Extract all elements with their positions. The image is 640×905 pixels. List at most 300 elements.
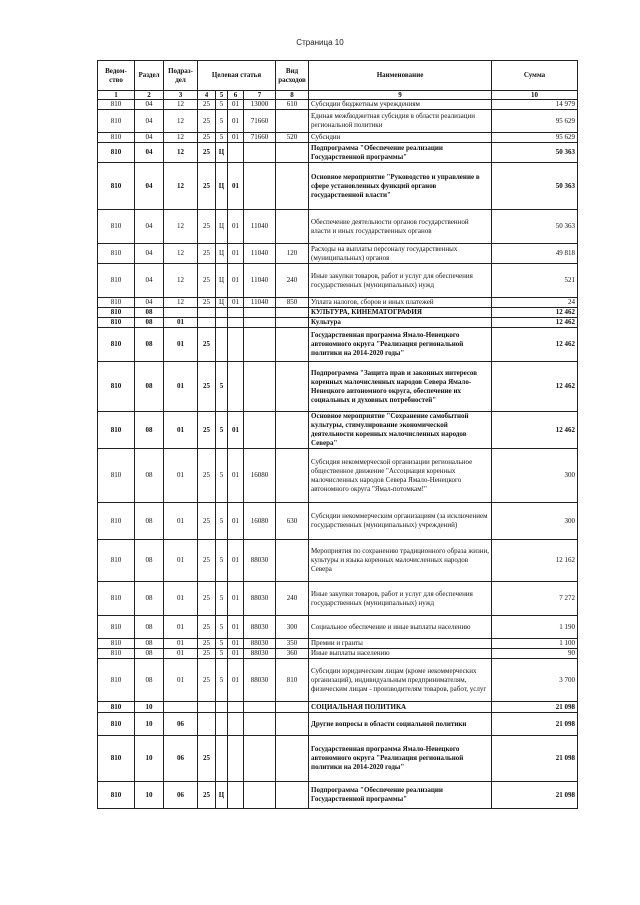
table-row	[98, 163, 578, 210]
cell-summa: 90	[492, 649, 578, 659]
cell-vid-raskhodov	[276, 328, 309, 362]
cell-vid-raskhodov: 610	[276, 100, 309, 110]
cell-summa: 12 162	[492, 540, 578, 582]
cell-naimenovanie: Иные закупки товаров, работ и услуг для обеспечения государственных (муниципальных) нужд	[309, 264, 492, 298]
cell-podrazdel: 12	[164, 143, 198, 163]
table-row	[98, 362, 578, 412]
cell-target-subprogram: Ц	[216, 143, 228, 163]
cell-podrazdel: 01	[164, 540, 198, 582]
table-row	[98, 110, 578, 133]
cell-vid-raskhodov	[276, 449, 309, 503]
cell-target-subprogram: Ц	[216, 163, 228, 210]
cell-vid-raskhodov: 240	[276, 582, 309, 616]
cell-target-code: 11040	[244, 244, 276, 264]
cell-target-subprogram	[216, 308, 228, 318]
cell-vedomstvo: 810	[98, 736, 135, 782]
cell-target-measure	[228, 318, 244, 328]
table-row	[98, 582, 578, 616]
cell-vedomstvo: 810	[98, 540, 135, 582]
cell-target-program: 25	[198, 659, 216, 702]
cell-target-program: 25	[198, 328, 216, 362]
cell-podrazdel: 01	[164, 649, 198, 659]
cell-target-subprogram: 5	[216, 639, 228, 649]
cell-target-code: 88030	[244, 582, 276, 616]
cell-naimenovanie: Подпрограмма "Обеспечение реализации Государственной программы"	[309, 143, 492, 163]
cell-vid-raskhodov: 300	[276, 616, 309, 639]
cell-target-program: 25	[198, 782, 216, 809]
cell-target-subprogram: 5	[216, 503, 228, 540]
cell-target-measure	[228, 713, 244, 736]
cell-naimenovanie: Субсидии	[309, 133, 492, 143]
cell-target-program: 25	[198, 264, 216, 298]
cell-summa: 1 190	[492, 616, 578, 639]
cell-razdel: 08	[135, 449, 164, 503]
cell-vedomstvo: 810	[98, 110, 135, 133]
col-header-summa: Сумма	[492, 61, 578, 91]
cell-vedomstvo: 810	[98, 582, 135, 616]
cell-target-subprogram: 5	[216, 449, 228, 503]
col-header-vedomstvo: Ведом-ство	[98, 61, 135, 91]
table-row	[98, 308, 578, 318]
col-header-razdel: Раздел	[135, 61, 164, 91]
table-row	[98, 639, 578, 649]
cell-target-subprogram: Ц	[216, 782, 228, 809]
table-row	[98, 244, 578, 264]
cell-target-program	[198, 702, 216, 713]
cell-target-measure: 01	[228, 639, 244, 649]
cell-target-code: 71660	[244, 110, 276, 133]
cell-target-code: 88030	[244, 540, 276, 582]
cell-podrazdel: 01	[164, 328, 198, 362]
table-row	[98, 264, 578, 298]
cell-target-subprogram: 5	[216, 110, 228, 133]
cell-razdel: 04	[135, 163, 164, 210]
cell-target-program	[198, 713, 216, 736]
cell-target-code: 88030	[244, 616, 276, 639]
cell-target-code: 88030	[244, 639, 276, 649]
cell-naimenovanie: Подпрограмма "Обеспечение реализации Государственной программы"	[309, 782, 492, 809]
cell-razdel: 04	[135, 298, 164, 308]
cell-summa: 24	[492, 298, 578, 308]
cell-naimenovanie: Мероприятия по сохранению традиционного образа жизни, культуры и языка коренных малочисленных народов Севера	[309, 540, 492, 582]
cell-vid-raskhodov: 850	[276, 298, 309, 308]
column-number: 8	[276, 91, 309, 100]
cell-vedomstvo: 810	[98, 100, 135, 110]
cell-vedomstvo: 810	[98, 503, 135, 540]
cell-target-code	[244, 702, 276, 713]
cell-target-measure: 01	[228, 163, 244, 210]
col-header-tselevaya: Целевая статья	[198, 61, 276, 91]
cell-target-subprogram: Ц	[216, 264, 228, 298]
cell-target-subprogram: 5	[216, 540, 228, 582]
cell-naimenovanie: Подпрограмма "Защита прав и законных интересов коренных малочисленных народов Севера Ямало-Ненецкого автономного округа, обеспечение их социальных и духовных потребностей"	[309, 362, 492, 412]
column-number: 1	[98, 91, 135, 100]
cell-target-subprogram	[216, 328, 228, 362]
table-row	[98, 449, 578, 503]
cell-vedomstvo: 810	[98, 133, 135, 143]
col-header-naimenovanie: Наименование	[309, 61, 492, 91]
cell-podrazdel: 01	[164, 616, 198, 639]
cell-summa: 12 462	[492, 412, 578, 449]
cell-target-program: 25	[198, 503, 216, 540]
cell-vid-raskhodov	[276, 318, 309, 328]
cell-vid-raskhodov	[276, 782, 309, 809]
cell-podrazdel: 01	[164, 503, 198, 540]
cell-target-code: 13000	[244, 100, 276, 110]
cell-target-code	[244, 328, 276, 362]
cell-vedomstvo: 810	[98, 318, 135, 328]
table-row	[98, 298, 578, 308]
cell-target-measure: 01	[228, 133, 244, 143]
cell-naimenovanie: Государственная программа Ямало-Ненецкого автономного округа "Реализация региональной политики на 2014-2020 годы"	[309, 328, 492, 362]
cell-naimenovanie: Иные закупки товаров, работ и услуг для обеспечения государственных (муниципальных) нужд	[309, 582, 492, 616]
cell-podrazdel	[164, 308, 198, 318]
table-row	[98, 328, 578, 362]
cell-summa: 12 462	[492, 318, 578, 328]
cell-target-subprogram: Ц	[216, 298, 228, 308]
cell-target-program: 25	[198, 582, 216, 616]
cell-razdel: 04	[135, 110, 164, 133]
cell-summa: 21 098	[492, 702, 578, 713]
cell-vedomstvo: 810	[98, 308, 135, 318]
cell-target-measure: 01	[228, 582, 244, 616]
table-row	[98, 210, 578, 244]
column-number: 7	[244, 91, 276, 100]
col-header-vid: Вид расходов	[276, 61, 309, 91]
cell-naimenovanie: Обеспечение деятельности органов государственной власти и иных государственных органов	[309, 210, 492, 244]
cell-target-measure: 01	[228, 110, 244, 133]
cell-target-measure: 01	[228, 244, 244, 264]
cell-target-measure: 01	[228, 100, 244, 110]
cell-vid-raskhodov	[276, 163, 309, 210]
cell-naimenovanie: Основное мероприятие "Сохранение самобытной культуры, стимулирование экономической деятельности коренных малочисленных народов Севера"	[309, 412, 492, 449]
cell-vid-raskhodov: 360	[276, 649, 309, 659]
cell-razdel: 08	[135, 639, 164, 649]
cell-target-code: 88030	[244, 649, 276, 659]
cell-razdel: 08	[135, 503, 164, 540]
cell-vid-raskhodov	[276, 702, 309, 713]
cell-target-program: 25	[198, 540, 216, 582]
cell-target-measure	[228, 308, 244, 318]
cell-razdel: 10	[135, 736, 164, 782]
cell-podrazdel: 12	[164, 298, 198, 308]
cell-summa: 21 098	[492, 736, 578, 782]
cell-target-code	[244, 713, 276, 736]
cell-podrazdel: 06	[164, 736, 198, 782]
cell-target-code	[244, 362, 276, 412]
column-number: 4	[198, 91, 216, 100]
cell-vedomstvo: 810	[98, 659, 135, 702]
cell-vid-raskhodov	[276, 540, 309, 582]
cell-vedomstvo: 810	[98, 412, 135, 449]
table-row	[98, 100, 578, 110]
cell-vedomstvo: 810	[98, 449, 135, 503]
cell-naimenovanie: Субсидии юридическим лицам (кроме некоммерческих организаций), индивидуальным предпринимателям, физическим лицам - производителям товаров, работ, услуг	[309, 659, 492, 702]
cell-target-program: 25	[198, 110, 216, 133]
cell-target-measure: 01	[228, 649, 244, 659]
cell-summa: 50 363	[492, 143, 578, 163]
cell-vedomstvo: 810	[98, 210, 135, 244]
cell-target-program: 25	[198, 736, 216, 782]
cell-target-measure: 01	[228, 659, 244, 702]
cell-vedomstvo: 810	[98, 782, 135, 809]
cell-target-code	[244, 318, 276, 328]
cell-target-subprogram	[216, 713, 228, 736]
cell-target-measure: 01	[228, 616, 244, 639]
cell-target-code: 11040	[244, 210, 276, 244]
cell-summa: 21 098	[492, 782, 578, 809]
cell-naimenovanie: Единая межбюджетная субсидия в области реализации региональной политики	[309, 110, 492, 133]
cell-summa: 300	[492, 449, 578, 503]
cell-naimenovanie: Субсидии бюджетным учреждениям	[309, 100, 492, 110]
cell-target-program: 25	[198, 449, 216, 503]
cell-podrazdel: 06	[164, 713, 198, 736]
cell-target-code: 11040	[244, 264, 276, 298]
cell-target-program: 25	[198, 163, 216, 210]
cell-podrazdel: 12	[164, 163, 198, 210]
column-number: 5	[216, 91, 228, 100]
cell-target-measure: 01	[228, 540, 244, 582]
page-title: Страница 10	[296, 38, 344, 47]
cell-naimenovanie: Премии и гранты	[309, 639, 492, 649]
cell-target-subprogram: 5	[216, 133, 228, 143]
cell-vid-raskhodov	[276, 412, 309, 449]
cell-podrazdel: 12	[164, 110, 198, 133]
cell-summa: 21 098	[492, 713, 578, 736]
column-number-row	[98, 91, 578, 100]
cell-summa: 50 363	[492, 210, 578, 244]
cell-vid-raskhodov: 520	[276, 133, 309, 143]
cell-naimenovanie: Иные выплаты населению	[309, 649, 492, 659]
cell-target-program: 25	[198, 362, 216, 412]
cell-summa: 95 629	[492, 133, 578, 143]
cell-naimenovanie: Основное мероприятие "Руководство и управление в сфере установленных функций органов государственной власти"	[309, 163, 492, 210]
cell-target-code	[244, 143, 276, 163]
cell-target-code	[244, 782, 276, 809]
cell-razdel: 08	[135, 328, 164, 362]
table-row	[98, 659, 578, 702]
cell-target-program: 25	[198, 143, 216, 163]
cell-razdel: 08	[135, 649, 164, 659]
cell-razdel: 04	[135, 244, 164, 264]
cell-podrazdel: 01	[164, 362, 198, 412]
cell-target-measure: 01	[228, 298, 244, 308]
cell-naimenovanie: Расходы на выплаты персоналу государственных (муниципальных) органов	[309, 244, 492, 264]
cell-podrazdel: 12	[164, 210, 198, 244]
cell-target-measure	[228, 736, 244, 782]
cell-vid-raskhodov: 810	[276, 659, 309, 702]
table-row	[98, 736, 578, 782]
cell-target-subprogram: Ц	[216, 244, 228, 264]
table-row	[98, 143, 578, 163]
table-row	[98, 702, 578, 713]
cell-target-code: 16080	[244, 503, 276, 540]
cell-vid-raskhodov	[276, 210, 309, 244]
cell-summa: 49 818	[492, 244, 578, 264]
cell-razdel: 08	[135, 616, 164, 639]
cell-razdel: 08	[135, 659, 164, 702]
cell-target-subprogram: 5	[216, 616, 228, 639]
cell-razdel: 10	[135, 782, 164, 809]
cell-target-measure	[228, 362, 244, 412]
cell-vid-raskhodov	[276, 736, 309, 782]
cell-naimenovanie: Культура	[309, 318, 492, 328]
header-row	[98, 61, 578, 91]
cell-target-program: 25	[198, 210, 216, 244]
cell-summa: 300	[492, 503, 578, 540]
column-number: 2	[135, 91, 164, 100]
cell-summa: 1 100	[492, 639, 578, 649]
column-number: 9	[309, 91, 492, 100]
cell-target-measure: 01	[228, 449, 244, 503]
cell-podrazdel: 01	[164, 659, 198, 702]
cell-target-subprogram: 5	[216, 649, 228, 659]
cell-vedomstvo: 810	[98, 264, 135, 298]
cell-target-subprogram: Ц	[216, 210, 228, 244]
cell-target-program: 25	[198, 100, 216, 110]
cell-naimenovanie: Субсидия некоммерческой организации региональное общественное движение "Ассоциация коренных малочисленных народов Севера Ямало-Ненецкого автономного округа "Ямал-потомкам!"	[309, 449, 492, 503]
cell-podrazdel: 12	[164, 133, 198, 143]
cell-razdel: 08	[135, 582, 164, 616]
cell-target-subprogram	[216, 702, 228, 713]
cell-target-program	[198, 318, 216, 328]
table-row	[98, 412, 578, 449]
cell-razdel: 04	[135, 143, 164, 163]
cell-vid-raskhodov	[276, 713, 309, 736]
cell-summa: 3 700	[492, 659, 578, 702]
column-number: 10	[492, 91, 578, 100]
cell-vid-raskhodov	[276, 110, 309, 133]
cell-target-subprogram: 5	[216, 100, 228, 110]
cell-vedomstvo: 810	[98, 328, 135, 362]
cell-razdel: 08	[135, 412, 164, 449]
cell-target-subprogram	[216, 318, 228, 328]
cell-target-program: 25	[198, 639, 216, 649]
cell-target-code: 11040	[244, 298, 276, 308]
cell-podrazdel	[164, 702, 198, 713]
cell-summa: 14 979	[492, 100, 578, 110]
cell-vedomstvo: 810	[98, 143, 135, 163]
cell-naimenovanie: Субсидии некоммерческим организациям (за исключением государственных (муниципальных) учреждений)	[309, 503, 492, 540]
cell-podrazdel: 01	[164, 639, 198, 649]
cell-razdel: 04	[135, 100, 164, 110]
cell-target-measure	[228, 328, 244, 362]
cell-razdel: 08	[135, 362, 164, 412]
table-row	[98, 133, 578, 143]
cell-summa: 7 272	[492, 582, 578, 616]
table-row	[98, 318, 578, 328]
cell-naimenovanie: Другие вопросы в области социальной политики	[309, 713, 492, 736]
cell-razdel: 08	[135, 540, 164, 582]
cell-target-measure: 01	[228, 503, 244, 540]
cell-target-measure: 01	[228, 264, 244, 298]
table-row	[98, 713, 578, 736]
column-number: 3	[164, 91, 198, 100]
table-row	[98, 540, 578, 582]
table-row	[98, 616, 578, 639]
cell-razdel: 04	[135, 210, 164, 244]
cell-podrazdel: 12	[164, 244, 198, 264]
cell-naimenovanie: КУЛЬТУРА, КИНЕМАТОГРАФИЯ	[309, 308, 492, 318]
cell-vedomstvo: 810	[98, 362, 135, 412]
cell-vedomstvo: 810	[98, 616, 135, 639]
cell-target-code: 71660	[244, 133, 276, 143]
cell-vedomstvo: 810	[98, 713, 135, 736]
cell-razdel: 10	[135, 702, 164, 713]
cell-target-code	[244, 163, 276, 210]
cell-target-subprogram: 5	[216, 412, 228, 449]
cell-vid-raskhodov: 630	[276, 503, 309, 540]
cell-target-program	[198, 308, 216, 318]
cell-target-program: 25	[198, 412, 216, 449]
cell-naimenovanie: Социальное обеспечение и иные выплаты населению	[309, 616, 492, 639]
cell-vedomstvo: 810	[98, 639, 135, 649]
cell-target-code	[244, 308, 276, 318]
cell-vedomstvo: 810	[98, 298, 135, 308]
table-row	[98, 649, 578, 659]
cell-target-program: 25	[198, 133, 216, 143]
budget-table	[97, 60, 578, 809]
cell-target-code	[244, 412, 276, 449]
cell-vedomstvo: 810	[98, 702, 135, 713]
cell-target-program: 25	[198, 616, 216, 639]
column-number: 6	[228, 91, 244, 100]
cell-naimenovanie: СОЦИАЛЬНАЯ ПОЛИТИКА	[309, 702, 492, 713]
cell-naimenovanie: Государственная программа Ямало-Ненецкого автономного округа "Реализация региональной политики на 2014-2020 годы"	[309, 736, 492, 782]
cell-podrazdel: 01	[164, 318, 198, 328]
cell-target-program: 25	[198, 244, 216, 264]
cell-vid-raskhodov	[276, 308, 309, 318]
cell-target-code: 16080	[244, 449, 276, 503]
cell-target-subprogram: 5	[216, 582, 228, 616]
col-header-podrazdel: Подраз-дел	[164, 61, 198, 91]
cell-target-subprogram: 5	[216, 362, 228, 412]
table-row	[98, 503, 578, 540]
cell-target-code	[244, 736, 276, 782]
cell-target-measure	[228, 702, 244, 713]
cell-target-measure: 01	[228, 412, 244, 449]
cell-vid-raskhodov: 350	[276, 639, 309, 649]
cell-podrazdel: 12	[164, 264, 198, 298]
cell-target-program: 25	[198, 298, 216, 308]
cell-vedomstvo: 810	[98, 649, 135, 659]
cell-podrazdel: 01	[164, 449, 198, 503]
cell-target-measure	[228, 782, 244, 809]
cell-summa: 12 462	[492, 308, 578, 318]
cell-razdel: 04	[135, 133, 164, 143]
table-row	[98, 782, 578, 809]
cell-podrazdel: 06	[164, 782, 198, 809]
cell-vid-raskhodov	[276, 143, 309, 163]
cell-summa: 50 363	[492, 163, 578, 210]
cell-target-code: 88030	[244, 659, 276, 702]
cell-summa: 95 629	[492, 110, 578, 133]
cell-vedomstvo: 810	[98, 244, 135, 264]
cell-razdel: 08	[135, 318, 164, 328]
cell-summa: 521	[492, 264, 578, 298]
cell-podrazdel: 01	[164, 412, 198, 449]
cell-vid-raskhodov	[276, 362, 309, 412]
cell-vid-raskhodov: 240	[276, 264, 309, 298]
cell-podrazdel: 12	[164, 100, 198, 110]
cell-target-subprogram	[216, 736, 228, 782]
cell-vedomstvo: 810	[98, 163, 135, 210]
cell-naimenovanie: Уплата налогов, сборов и иных платежей	[309, 298, 492, 308]
cell-vid-raskhodov: 120	[276, 244, 309, 264]
cell-target-program: 25	[198, 649, 216, 659]
cell-target-measure: 01	[228, 210, 244, 244]
cell-razdel: 04	[135, 264, 164, 298]
